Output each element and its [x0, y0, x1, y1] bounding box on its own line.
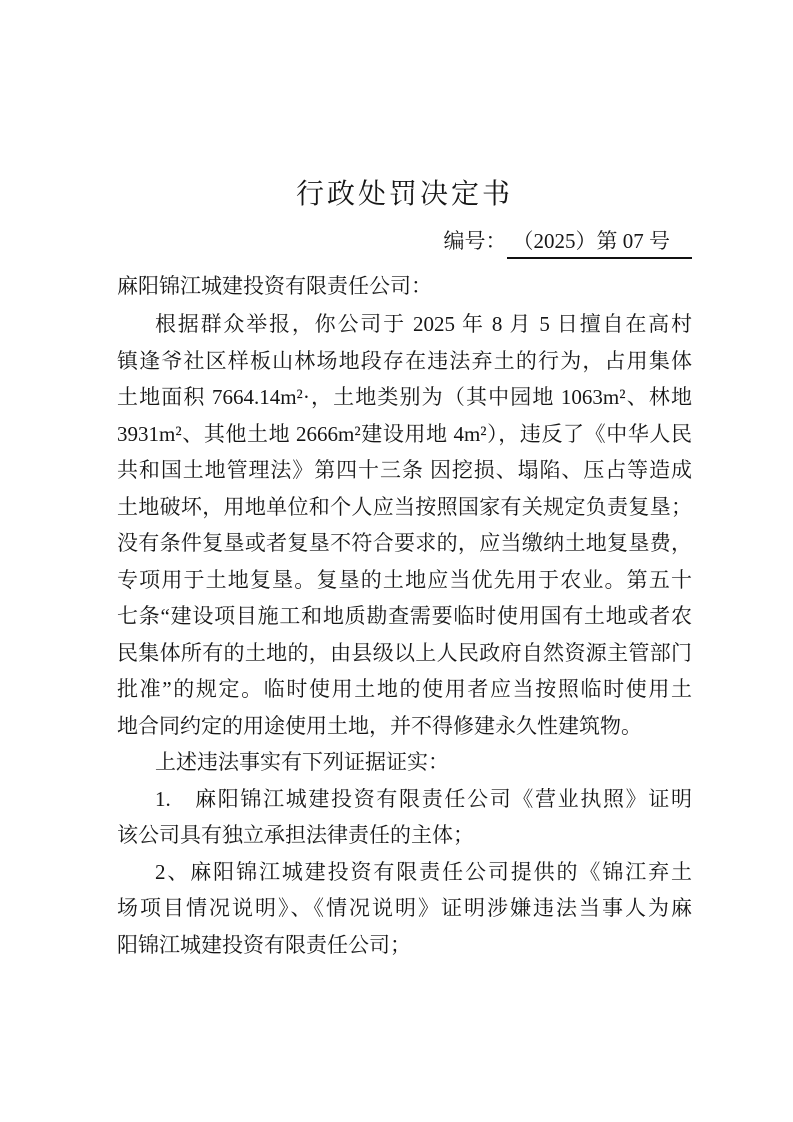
document-title: 行政处罚决定书: [295, 179, 513, 210]
body-line: 3931m²、其他土地 2666m²建设用地 4m²），违反了《中华人民: [117, 421, 692, 446]
recipient-line: 麻阳锦江城建投资有限责任公司：: [117, 274, 432, 298]
body-line: 根据群众举报，你公司于 2025 年 8 月 5 日擅自在高村: [155, 312, 692, 336]
body-line: 地合同约定的用途使用土地，并不得修建永久性建筑物。: [117, 713, 642, 738]
document-number-value: （2025）第 07 号: [507, 228, 693, 259]
document-body: [117, 306, 692, 963]
body-line: 七条“建设项目施工和地质勘查需要临时使用国有土地或者农: [117, 604, 692, 628]
body-line: 该公司具有独立承担法律责任的主体；: [117, 823, 474, 847]
body-line: 民集体所有的土地的，由县级以上人民政府自然资源主管部门: [117, 640, 692, 665]
body-line: 批准”的规定。临时使用土地的使用者应当按照临时使用土: [117, 677, 692, 701]
body-line: 2、麻阳锦江城建投资有限责任公司提供的《锦江弃土: [155, 859, 692, 884]
body-line: 1. 麻阳锦江城建投资有限责任公司《营业执照》证明: [155, 786, 692, 811]
body-line: 共和国土地管理法》第四十三条 因挖损、塌陷、压占等造成: [117, 458, 692, 482]
body-line: 场项目情况说明》、《情况说明》证明涉嫌违法当事人为麻: [117, 896, 692, 920]
body-line: 没有条件复垦或者复垦不符合要求的，应当缴纳土地复垦费，: [117, 531, 692, 555]
body-line: 阳锦江城建投资有限责任公司；: [117, 932, 411, 957]
document-number-row: [117, 228, 692, 259]
body-line: 上述违法事实有下列证据证实：: [155, 750, 449, 774]
body-line: 专项用于土地复垦。复垦的土地应当优先用于农业。第五十: [117, 567, 692, 592]
body-line: 土地破坏，用地单位和个人应当按照国家有关规定负责复垦；: [117, 494, 692, 519]
body-line: 镇逢爷社区样板山林场地段存在违法弃土的行为，占用集体: [117, 348, 692, 373]
body-line: 土地面积 7664.14m²·，土地类别为（其中园地 1063m²、林地: [117, 385, 692, 409]
document-content: [117, 0, 692, 963]
document-number-label: 编号：: [443, 229, 507, 253]
